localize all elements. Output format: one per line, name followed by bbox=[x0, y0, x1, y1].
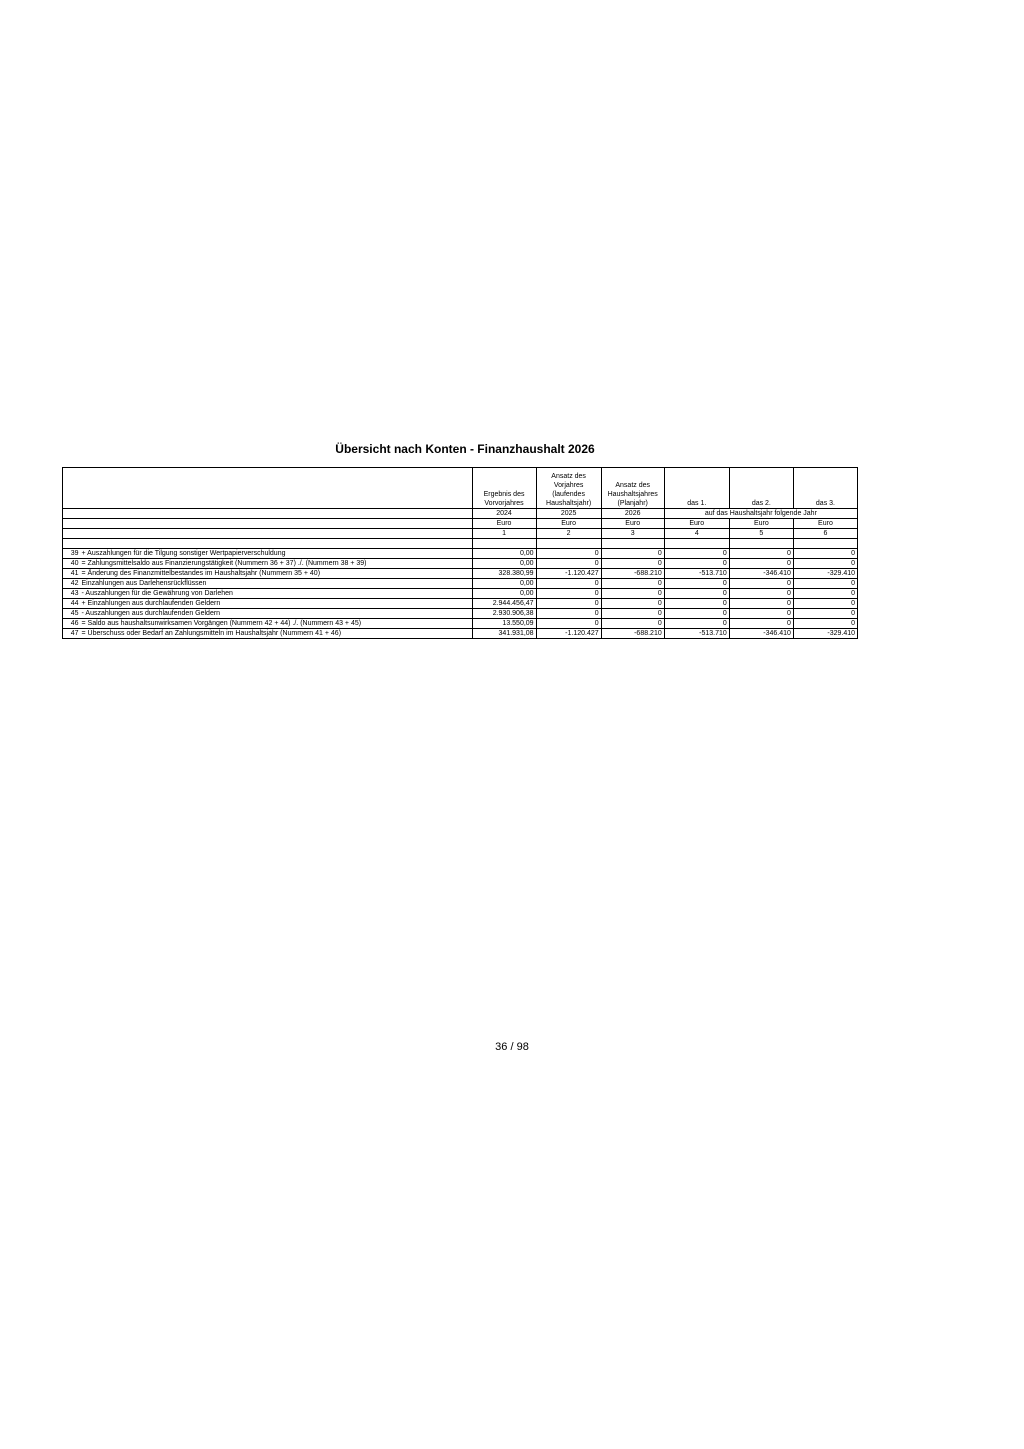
row-value: 0 bbox=[664, 619, 729, 629]
row-description: = Saldo aus haushaltsunwirksamen Vorgängen (Nummern 42 + 44) ./. (Nummern 43 + 45) bbox=[80, 619, 472, 629]
row-number: 40 bbox=[63, 559, 80, 569]
row-value: 2.930.906,38 bbox=[472, 609, 536, 619]
header-unit: Euro bbox=[793, 519, 857, 529]
header-colnum: 5 bbox=[729, 529, 793, 539]
row-value: 0 bbox=[601, 599, 664, 609]
row-value: 0 bbox=[729, 599, 793, 609]
table-row bbox=[63, 589, 858, 599]
row-number: 42 bbox=[63, 579, 80, 589]
row-value: -329.410 bbox=[793, 569, 857, 579]
table-row bbox=[63, 559, 858, 569]
header-colnum: 3 bbox=[601, 529, 664, 539]
row-value: 0 bbox=[793, 589, 857, 599]
row-number: 46 bbox=[63, 619, 80, 629]
header-col3-line: Ansatz des bbox=[615, 482, 651, 489]
header-followup: auf das Haushaltsjahr folgende Jahr bbox=[664, 509, 857, 519]
header-unit: Euro bbox=[729, 519, 793, 529]
header-col4: das 1. bbox=[664, 468, 729, 509]
header-year: 2024 bbox=[472, 509, 536, 519]
header-unit: Euro bbox=[664, 519, 729, 529]
row-value: 2.944.456,47 bbox=[472, 599, 536, 609]
header-blank bbox=[63, 509, 473, 519]
row-value: 0 bbox=[664, 549, 729, 559]
row-value: 0,00 bbox=[472, 589, 536, 599]
row-value: -346.410 bbox=[729, 569, 793, 579]
header-unit: Euro bbox=[601, 519, 664, 529]
row-value: 0 bbox=[536, 619, 601, 629]
row-value: 0 bbox=[793, 579, 857, 589]
row-value: 0 bbox=[664, 609, 729, 619]
header-row-units bbox=[63, 519, 858, 529]
header-unit: Euro bbox=[536, 519, 601, 529]
row-value: -513.710 bbox=[664, 569, 729, 579]
row-value: -688.210 bbox=[601, 629, 664, 639]
row-value: 0 bbox=[729, 579, 793, 589]
row-value: 0 bbox=[601, 609, 664, 619]
header-col3 bbox=[601, 468, 664, 509]
spacer-cell bbox=[472, 539, 536, 549]
header-blank bbox=[63, 519, 473, 529]
spacer-cell bbox=[729, 539, 793, 549]
row-value: 0 bbox=[601, 589, 664, 599]
row-value: 0 bbox=[793, 609, 857, 619]
row-value: 341.931,08 bbox=[472, 629, 536, 639]
spacer-cell bbox=[63, 539, 473, 549]
spacer-cell bbox=[536, 539, 601, 549]
row-value: -513.710 bbox=[664, 629, 729, 639]
row-value: 0 bbox=[664, 559, 729, 569]
table-row bbox=[63, 549, 858, 559]
row-value: 0 bbox=[664, 579, 729, 589]
row-value: 0 bbox=[793, 619, 857, 629]
table-row bbox=[63, 579, 858, 589]
row-number: 44 bbox=[63, 599, 80, 609]
row-description: = Zahlungsmittelsaldo aus Finanzierungstätigkeit (Nummern 36 + 37) ./. (Nummern 38 + 39) bbox=[80, 559, 472, 569]
header-col1-line: Vorvorjahres bbox=[484, 500, 524, 507]
header-col1-line: Ergebnis des bbox=[483, 491, 525, 498]
row-value: 0 bbox=[601, 579, 664, 589]
header-col6: das 3. bbox=[793, 468, 857, 509]
row-value: 0 bbox=[729, 609, 793, 619]
row-value: 0 bbox=[793, 549, 857, 559]
header-col2-line: Vorjahres bbox=[553, 482, 584, 489]
header-row-colnums bbox=[63, 529, 858, 539]
row-value: 0 bbox=[729, 619, 793, 629]
row-value: 0 bbox=[664, 589, 729, 599]
row-value: -688.210 bbox=[601, 569, 664, 579]
header-blank bbox=[63, 468, 473, 509]
row-value: 0 bbox=[729, 549, 793, 559]
header-year: 2026 bbox=[601, 509, 664, 519]
row-value: 0 bbox=[664, 599, 729, 609]
row-value: -1.120.427 bbox=[536, 629, 601, 639]
row-description: + Auszahlungen für die Tilgung sonstiger Wertpapierverschuldung bbox=[80, 549, 472, 559]
header-colnum: 1 bbox=[472, 529, 536, 539]
header-blank bbox=[63, 529, 473, 539]
row-value: 0 bbox=[793, 559, 857, 569]
row-description: - Auszahlungen für die Gewährung von Darlehen bbox=[80, 589, 472, 599]
header-col3-line: Haushaltsjahres bbox=[607, 491, 658, 498]
row-number: 45 bbox=[63, 609, 80, 619]
row-value: 0 bbox=[601, 619, 664, 629]
row-description: = Änderung des Finanzmittelbestandes im Haushaltsjahr (Nummern 35 + 40) bbox=[80, 569, 472, 579]
header-colnum: 6 bbox=[793, 529, 857, 539]
row-value: 0,00 bbox=[472, 579, 536, 589]
row-value: 0 bbox=[601, 559, 664, 569]
header-col1 bbox=[472, 468, 536, 509]
row-number: 47 bbox=[63, 629, 80, 639]
row-value: 328.380,99 bbox=[472, 569, 536, 579]
header-col2 bbox=[536, 468, 601, 509]
row-value: 0 bbox=[536, 579, 601, 589]
header-row-labels bbox=[63, 468, 858, 509]
header-colnum: 2 bbox=[536, 529, 601, 539]
row-value: 0 bbox=[536, 609, 601, 619]
row-number: 41 bbox=[63, 569, 80, 579]
table-row bbox=[63, 569, 858, 579]
header-year: 2025 bbox=[536, 509, 601, 519]
row-value: 0 bbox=[729, 589, 793, 599]
header-col2-line: (laufendes bbox=[552, 491, 585, 498]
row-value: -346.410 bbox=[729, 629, 793, 639]
row-description: - Auszahlungen aus durchlaufenden Geldern bbox=[80, 609, 472, 619]
header-col2-line: Haushaltsjahr) bbox=[546, 500, 592, 507]
row-value: 0 bbox=[536, 559, 601, 569]
row-number: 39 bbox=[63, 549, 80, 559]
row-description: = Überschuss oder Bedarf an Zahlungsmitteln im Haushaltsjahr (Nummern 41 + 46) bbox=[80, 629, 472, 639]
page-number: 36 / 98 bbox=[495, 1041, 529, 1053]
spacer-cell bbox=[601, 539, 664, 549]
row-value: 0 bbox=[601, 549, 664, 559]
finance-table bbox=[62, 467, 858, 639]
row-value: 0,00 bbox=[472, 549, 536, 559]
header-row-years bbox=[63, 509, 858, 519]
row-value: 0 bbox=[793, 599, 857, 609]
row-value: 0,00 bbox=[472, 559, 536, 569]
row-value: 0 bbox=[729, 559, 793, 569]
header-col2-line: Ansatz des bbox=[551, 473, 586, 480]
table-row bbox=[63, 629, 858, 639]
row-value: 13.550,09 bbox=[472, 619, 536, 629]
row-value: -329.410 bbox=[793, 629, 857, 639]
page-title: Übersicht nach Konten - Finanzhaushalt 2026 bbox=[335, 442, 595, 456]
row-number: 43 bbox=[63, 589, 80, 599]
row-value: -1.120.427 bbox=[536, 569, 601, 579]
spacer-cell bbox=[664, 539, 729, 549]
header-unit: Euro bbox=[472, 519, 536, 529]
spacer-row bbox=[63, 539, 858, 549]
table-row bbox=[63, 599, 858, 609]
spacer-cell bbox=[793, 539, 857, 549]
row-value: 0 bbox=[536, 549, 601, 559]
row-value: 0 bbox=[536, 589, 601, 599]
header-col3-line: (Planjahr) bbox=[617, 500, 648, 507]
header-col5: das 2. bbox=[729, 468, 793, 509]
header-colnum: 4 bbox=[664, 529, 729, 539]
row-description: Einzahlungen aus Darlehensrückflüssen bbox=[80, 579, 472, 589]
table-row bbox=[63, 609, 858, 619]
row-value: 0 bbox=[536, 599, 601, 609]
table-row bbox=[63, 619, 858, 629]
row-description: + Einzahlungen aus durchlaufenden Geldern bbox=[80, 599, 472, 609]
